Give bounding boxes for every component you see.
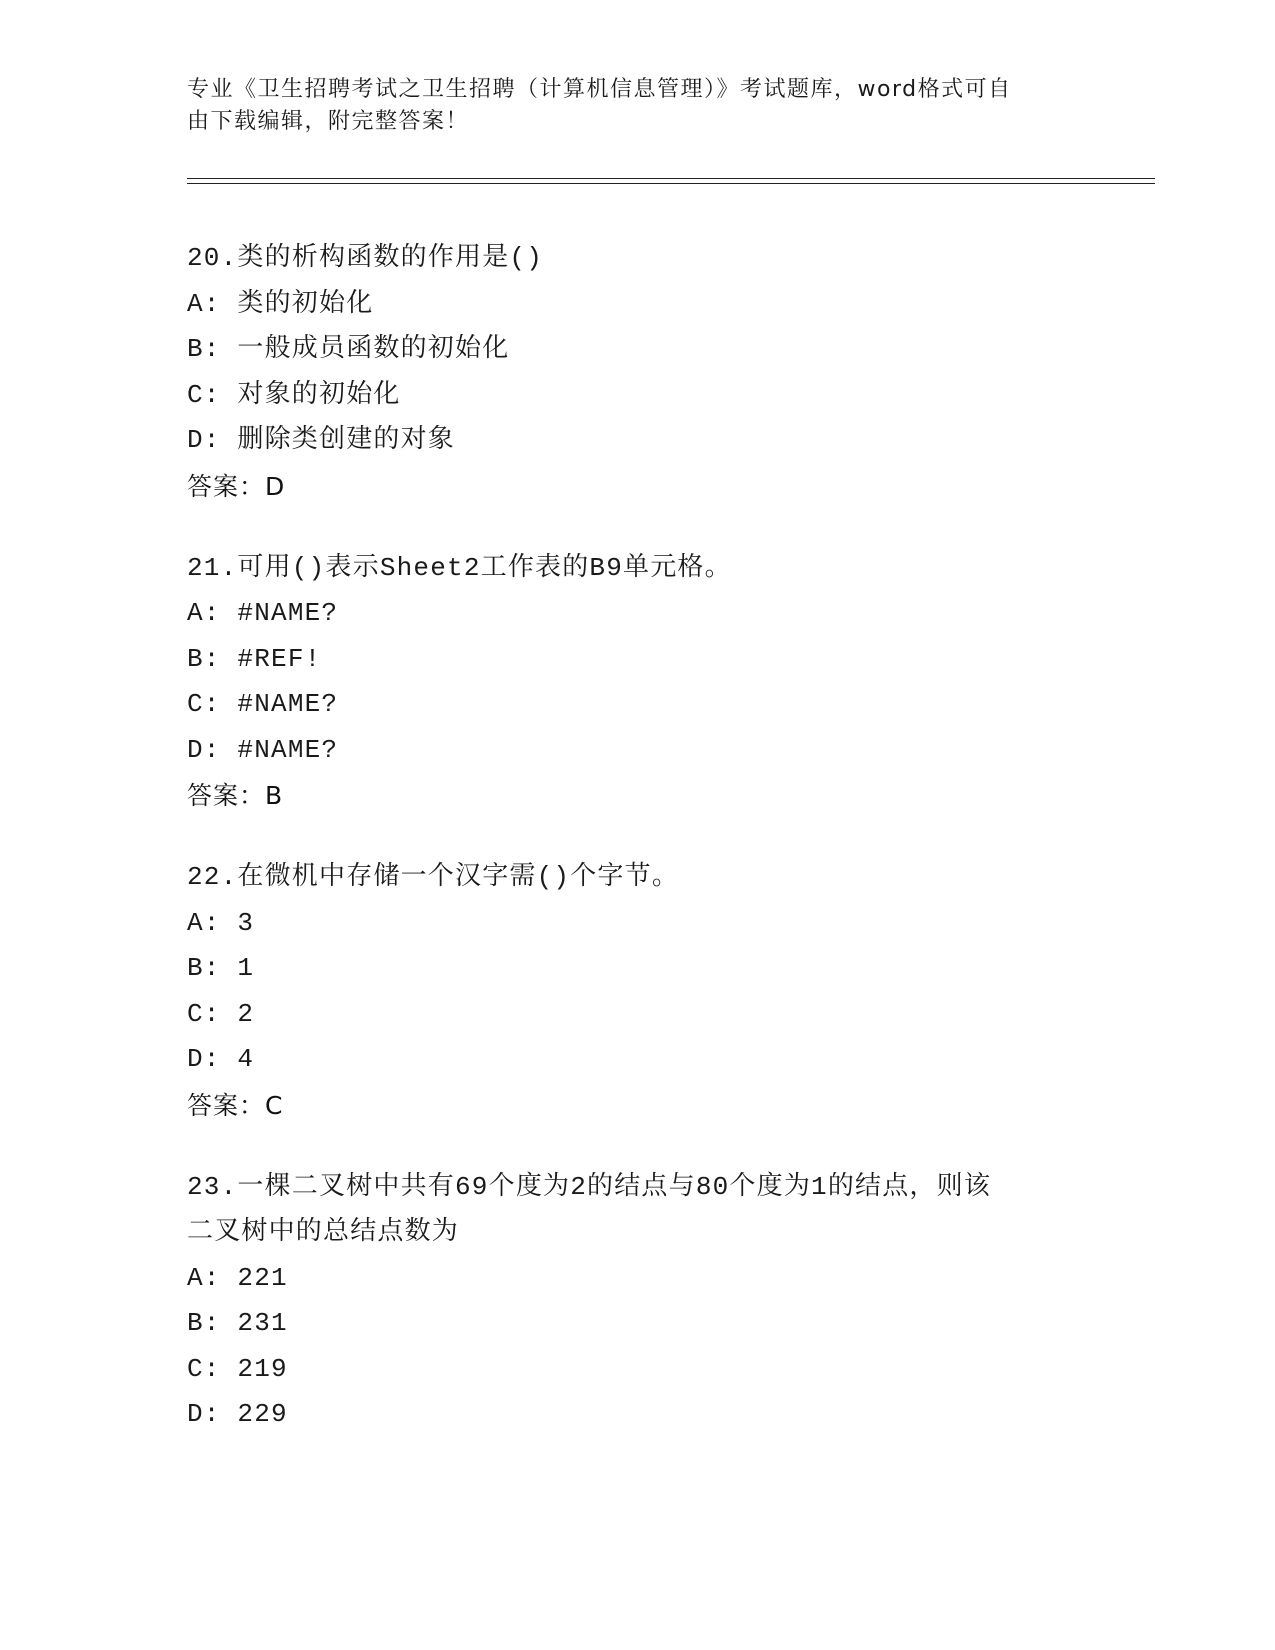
question-stem: 20.类的析构函数的作用是() [187,243,544,273]
question-stem-continued: 二叉树中的总结点数为 [187,1217,460,1247]
option-c: C: 对象的初始化 [187,379,401,410]
option-d: D: 删除类创建的对象 [187,425,456,455]
answer-line: 答案：D [187,471,286,501]
question-23 [187,1165,1147,1438]
option-d: D: #NAME? [187,734,339,765]
document-header [187,74,1067,138]
option-c: C: 219 [187,1353,288,1384]
option-a: A: 221 [187,1262,288,1293]
option-a: A: 类的初始化 [187,288,374,319]
answer-line: 答案：B [187,781,284,810]
question-list [187,236,1147,1475]
header-divider-top [187,178,1155,179]
question-stem: 22.在微机中存储一个汉字需()个字节。 [187,862,680,892]
option-c: C: #NAME? [187,689,339,719]
option-b: B: #REF! [187,643,322,674]
option-b: B: 一般成员函数的初始化 [187,334,510,364]
option-c: C: 2 [187,998,255,1029]
option-d: D: 4 [187,1044,255,1074]
answer-line: 答案：C [187,1090,284,1120]
header-line-1: 专业《卫生招聘考试之卫生招聘（计算机信息管理）》考试题库，word格式可自 [187,77,1012,102]
question-stem: 23.一棵二叉树中共有69个度为2的结点与80个度为1的结点，则该 [187,1171,992,1202]
header-line-2: 由下载编辑，附完整答案！ [187,109,470,134]
option-a: A: #NAME? [187,598,339,628]
question-20 [187,236,1147,509]
header-divider-bottom [187,183,1155,184]
option-a: A: 3 [187,907,255,938]
question-stem: 21.可用()表示Sheet2工作表的B9单元格。 [187,552,732,583]
question-21 [187,546,1147,819]
option-d: D: 229 [187,1399,288,1429]
option-b: B: 231 [187,1308,288,1338]
question-22 [187,855,1147,1128]
option-b: B: 1 [187,953,255,983]
